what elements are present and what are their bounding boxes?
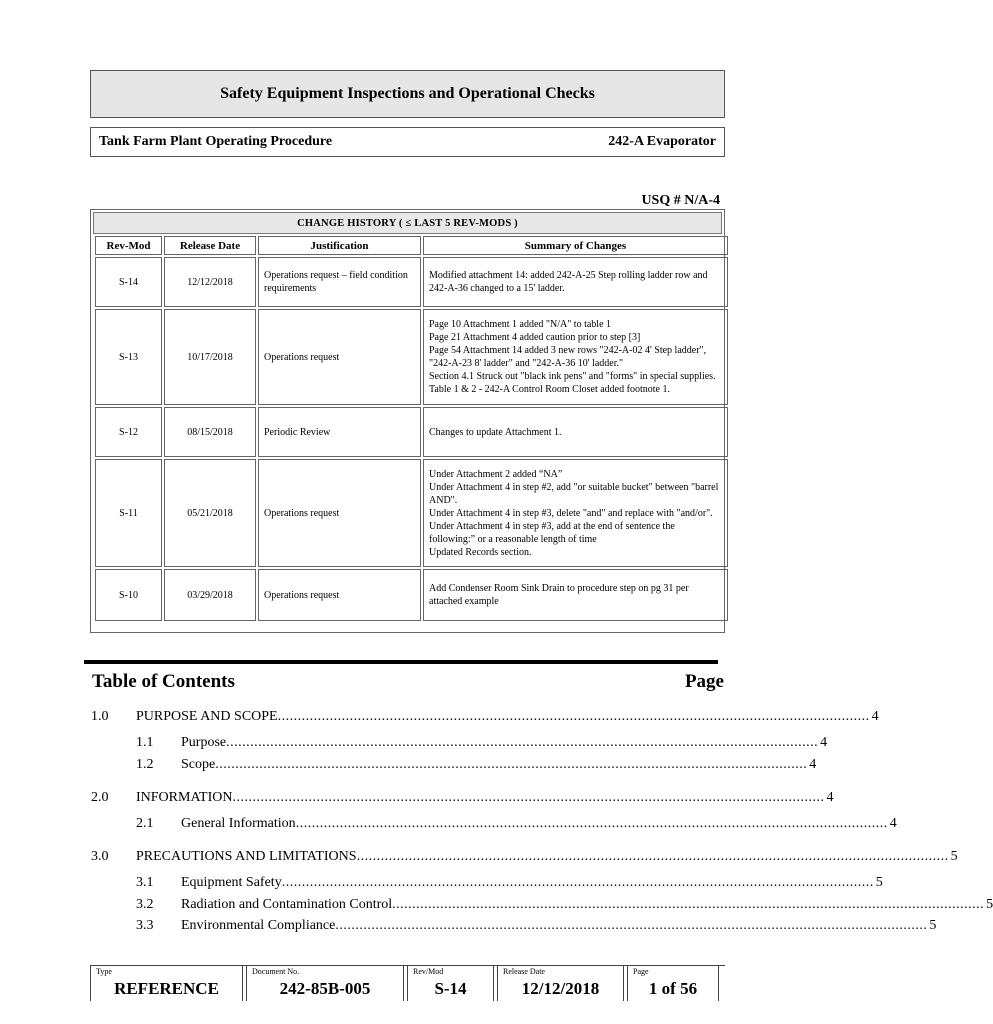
toc-leader-dots: .................................................................................................................................................... [392, 897, 985, 912]
toc-entry[interactable] [0, 816, 897, 834]
toc-leader-dots: .................................................................................................................................................... [295, 816, 888, 831]
toc-entry-number: 1.1 [136, 735, 154, 750]
toc-leader-dots: .................................................................................................................................................... [232, 790, 825, 805]
column-header: Release Date [164, 236, 256, 255]
date-cell: 05/21/2018 [164, 459, 256, 567]
footer-release [497, 966, 624, 1001]
document-title [90, 70, 725, 118]
table-row [95, 569, 728, 621]
footer-type [90, 966, 243, 1001]
toc-entry-number: 2.1 [136, 816, 154, 831]
rev-cell: S-10 [95, 569, 162, 621]
change-history-caption-text: CHANGE HISTORY ( ≤ LAST 5 REV-MODS ) [297, 217, 518, 229]
toc-leader-dots: .................................................................................................................................................... [215, 757, 808, 772]
table-row [95, 309, 728, 405]
footer-type-label: Type [96, 967, 112, 976]
date-cell: 10/17/2018 [164, 309, 256, 405]
rev-cell: S-11 [95, 459, 162, 567]
summary-line: Page 21 Attachment 4 added caution prior to step [3] [429, 332, 641, 343]
footer-release-value: 12/12/2018 [521, 979, 600, 998]
rev-cell: S-13 [95, 309, 162, 405]
procedure-type: Tank Farm Plant Operating Procedure [99, 134, 333, 149]
table-row [95, 407, 728, 457]
footer-docno [246, 966, 404, 1001]
column-header: Rev-Mod [95, 236, 162, 255]
summary-line: Page 54 Attachment 14 added 3 new rows "242-A-02 4' Step ladder", "242-A-23 8' ladder" and "242-A-36 10' ladder." [429, 345, 707, 369]
toc-page-label: Page [684, 671, 724, 692]
change-history-grid [93, 234, 730, 623]
toc-entry[interactable] [0, 875, 883, 893]
change-history-table [90, 209, 725, 633]
toc-entry-text: Scope [181, 757, 216, 772]
summary-line: Add Condenser Room Sink Drain to procedure step on pg 31 per attached example [429, 583, 689, 607]
toc-entry-text: General Information [181, 816, 296, 831]
toc-entry[interactable] [0, 849, 958, 867]
usq-number: USQ # N/A-4 [641, 193, 720, 208]
document-footer [90, 965, 725, 1001]
footer-revmod-value: S-14 [434, 979, 467, 998]
summary-line: Under Attachment 4 in step #2, add "or suitable bucket" between "barrel AND". [429, 481, 719, 506]
column-header: Justification [258, 236, 421, 255]
justification-cell: Operations request [258, 309, 421, 405]
justification-cell: Operations request [258, 569, 421, 621]
toc-entry-text: PRECAUTIONS AND LIMITATIONS [136, 849, 357, 864]
toc-entry-page: 4 [871, 709, 879, 724]
toc-entry-number: 2.0 [91, 790, 109, 805]
summary-line: Under Attachment 4 in step #3, add at the end of sentence the following:” or a reasonable length of time [429, 520, 675, 545]
toc-entry[interactable] [0, 735, 828, 753]
toc-entry[interactable] [0, 897, 993, 915]
toc-leader-dots: .................................................................................................................................................... [226, 735, 819, 750]
toc-leader-dots: .................................................................................................................................................... [335, 918, 928, 933]
date-cell: 08/15/2018 [164, 407, 256, 457]
toc-leader-dots: .................................................................................................................................................... [277, 709, 870, 724]
summary-cell [423, 257, 728, 307]
justification-cell: Operations request – field condition requirements [258, 257, 421, 307]
toc-entry-number: 3.3 [136, 918, 154, 933]
summary-line: Under Attachment 4 in step #3, delete "and" and replace with "and/or". [429, 507, 713, 519]
toc-entry-page: 4 [889, 816, 897, 831]
toc-entry-text: Environmental Compliance [181, 918, 336, 933]
justification-cell: Operations request [258, 459, 421, 567]
toc-entry-number: 1.0 [91, 709, 109, 724]
justification-cell: Periodic Review [258, 407, 421, 457]
footer-revmod-label: Rev/Mod [413, 967, 444, 976]
rev-cell: S-14 [95, 257, 162, 307]
toc-entry-page: 4 [826, 790, 834, 805]
summary-line: Page 10 Attachment 1 added "N/A" to table 1 [429, 319, 612, 330]
toc-entry-text: Equipment Safety [181, 875, 282, 890]
toc-entry-page: 4 [820, 735, 828, 750]
date-cell: 03/29/2018 [164, 569, 256, 621]
toc-entry-page: 4 [809, 757, 817, 772]
summary-line: Under Attachment 2 added “NA” [429, 468, 563, 480]
toc-entry-page: 5 [950, 849, 958, 864]
rev-cell: S-12 [95, 407, 162, 457]
toc-entry-text: Purpose [181, 735, 227, 750]
summary-line: Updated Records section. [429, 546, 532, 558]
toc-leader-dots: .................................................................................................................................................... [281, 875, 874, 890]
summary-line: Changes to update Attachment 1. [429, 426, 562, 438]
footer-revmod [407, 966, 494, 1001]
document-title-text: Safety Equipment Inspections and Operational Checks [220, 85, 595, 102]
table-header-row [95, 236, 728, 255]
procedure-header [90, 127, 725, 157]
toc-entry-number: 3.0 [91, 849, 109, 864]
toc-entry-number: 3.1 [136, 875, 154, 890]
toc-entry-number: 1.2 [136, 757, 154, 772]
footer-page [627, 966, 719, 1001]
summary-cell [423, 569, 728, 621]
column-header: Summary of Changes [423, 236, 728, 255]
summary-cell [423, 309, 728, 405]
footer-type-value: REFERENCE [114, 979, 219, 998]
toc-entry-page: 5 [875, 875, 883, 890]
toc-entry-number: 3.2 [136, 897, 154, 912]
table-row [95, 459, 728, 567]
facility-name: 242-A Evaporator [608, 134, 716, 149]
toc-entry-text: INFORMATION [136, 790, 233, 805]
summary-cell [423, 459, 728, 567]
toc-entry[interactable] [0, 918, 937, 936]
toc-entry[interactable] [0, 709, 879, 727]
summary-line: Modified attachment 14: added 242-A-25 Step rolling ladder row and 242-A-36 changed to a 15' ladder. [429, 270, 708, 294]
footer-docno-label: Document No. [252, 967, 300, 976]
footer-page-value: 1 of 56 [648, 979, 698, 998]
change-history-caption [93, 212, 722, 234]
toc-leader-dots: .................................................................................................................................................... [356, 849, 949, 864]
footer-page-label: Page [633, 967, 649, 976]
toc-entry[interactable] [0, 790, 834, 808]
toc-entry-text: PURPOSE AND SCOPE [136, 709, 278, 724]
summary-line: Section 4.1 Struck out "black ink pens" and "forms" in special supplies. Table 1 & 2 - 242-A Control Room Closet added footnote 1. [429, 371, 716, 395]
section-divider [84, 660, 718, 664]
toc-entry-page: 5 [986, 897, 993, 912]
summary-cell [423, 407, 728, 457]
toc-title: Table of Contents [92, 671, 235, 692]
toc-entry-text: Radiation and Contamination Control [181, 897, 393, 912]
toc-entry-page: 5 [929, 918, 937, 933]
footer-docno-value: 242-85B-005 [279, 979, 371, 998]
date-cell: 12/12/2018 [164, 257, 256, 307]
toc-entry[interactable] [0, 757, 817, 775]
table-row [95, 257, 728, 307]
footer-release-label: Release Date [503, 967, 545, 976]
